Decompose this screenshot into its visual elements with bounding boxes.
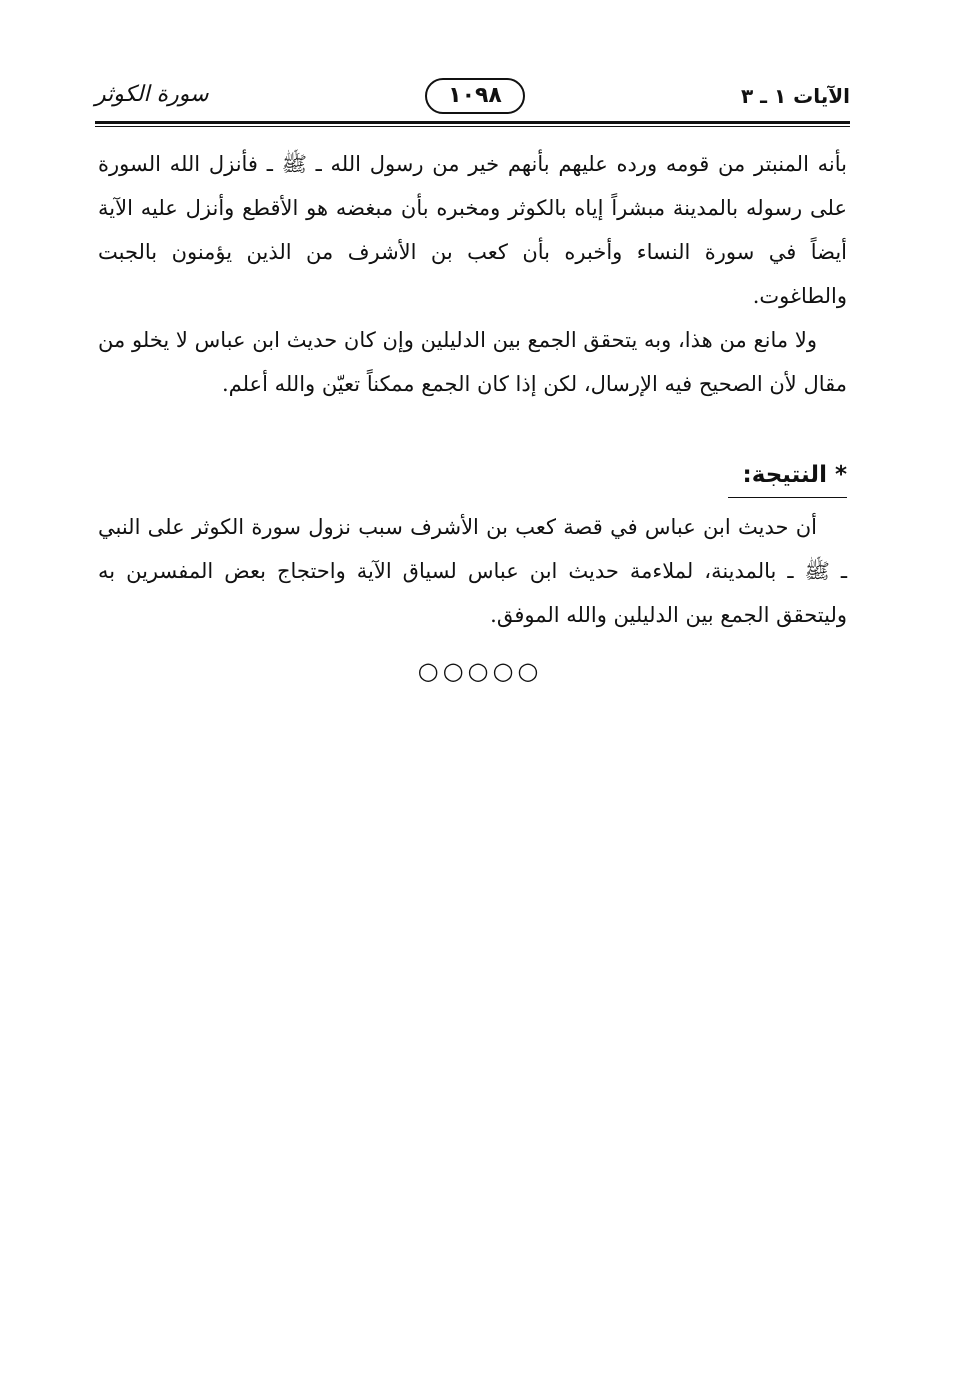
end-ornament: ○○○○○ (417, 657, 543, 685)
header-divider (95, 121, 850, 124)
header-divider-thin (95, 126, 850, 127)
page-number: ١٠٩٨ (425, 78, 525, 114)
body-paragraph-1: بأنه المنبتر من قومه ورده عليهم بأنهم خير من رسول الله ـ ﷺ ـ فأنزل الله السورة على رسوله بالمدينة مبشراً إياه بالكوثر ومخبره بأن مبغضه هو الأقطع وأنزل عليه الآية أيضاً في سورة النساء وأخبره بأن كعب بن الأشرف من الذين يؤمنون بالجبت والطاغوت. (98, 152, 847, 308)
page-header (95, 78, 850, 122)
result-heading: * النتيجة: (742, 462, 847, 488)
result-paragraph: أن حديث ابن عباس في قصة كعب بن الأشرف سبب نزول سورة الكوثر على النبي ـ ﷺ ـ بالمدينة، لملاءمة حديث ابن عباس لسياق الآية واحتجاج بعض المفسرين به وليتحقق الجمع بين الدليلين والله الموفق. (98, 515, 847, 627)
header-verses: الآيات ١ ـ ٣ (740, 84, 850, 108)
result-heading-underline (728, 497, 847, 498)
body-paragraph-2: ولا مانع من هذا، وبه يتحقق الجمع بين الدليلين وإن كان حديث ابن عباس لا يخلو من مقال لأن الصحيح فيه الإرسال، لكن إذا كان الجمع ممكناً تعيّن والله أعلم. (98, 328, 847, 396)
header-surah-title: سورة الكوثر (95, 82, 209, 107)
